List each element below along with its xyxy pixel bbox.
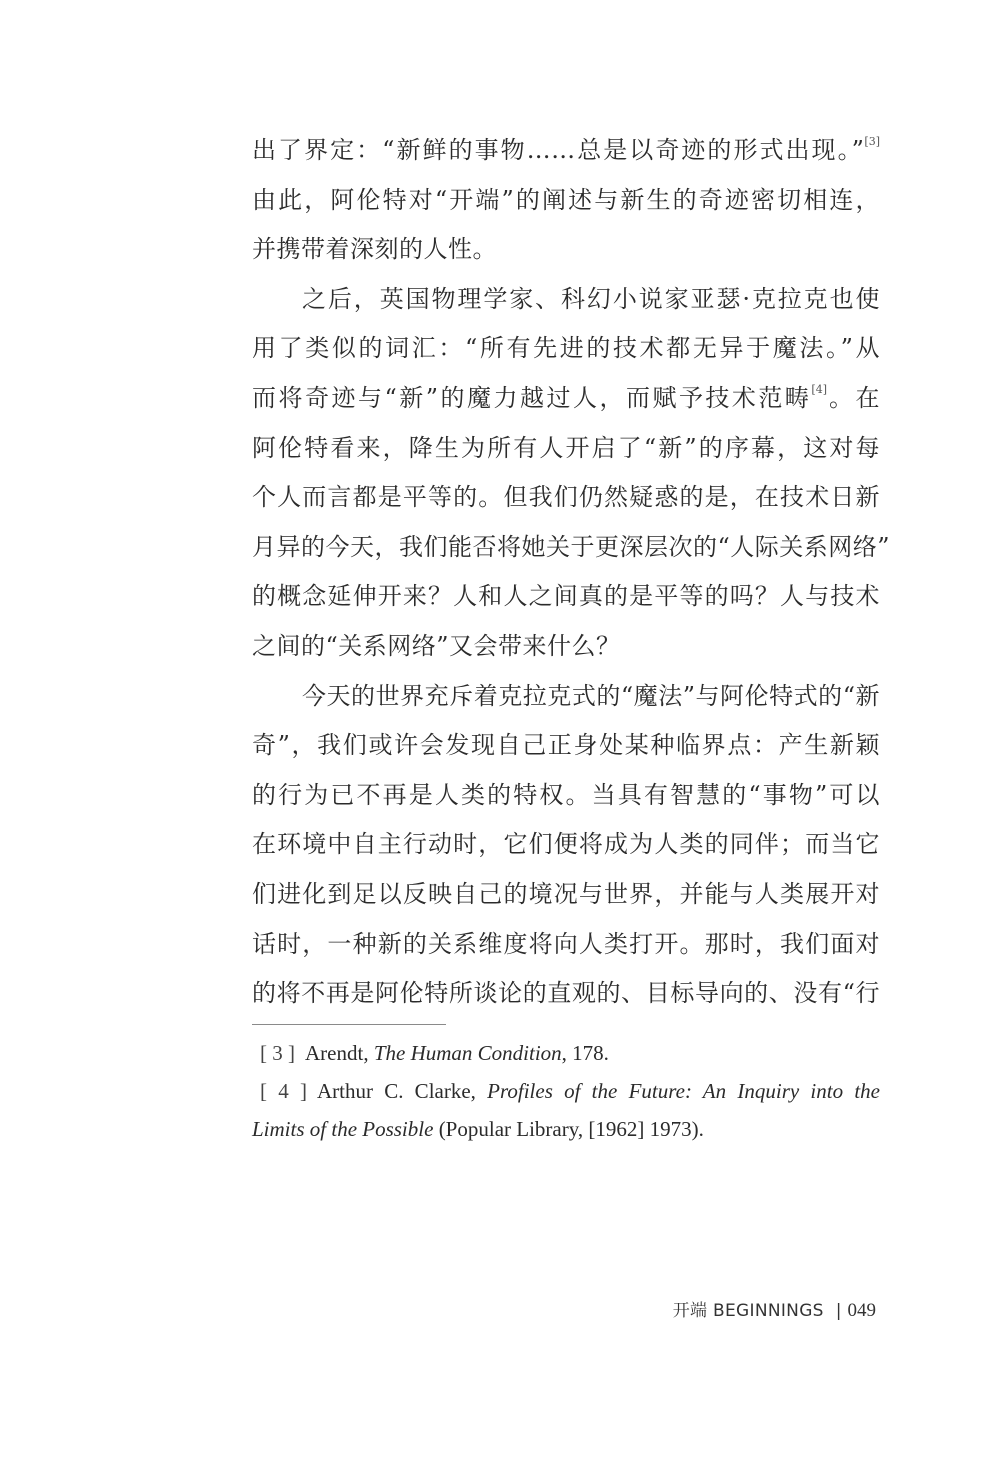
page-number: 049 [847, 1300, 876, 1321]
footnote-author: Arendt, [305, 1041, 374, 1065]
text-line: 在环境中自主行动时，它们便将成为人类的同伴；而当它 [252, 830, 880, 859]
footnote-ref-4[interactable]: [4] [811, 382, 828, 396]
running-head: 开端 BEGINNINGS [672, 1301, 824, 1321]
footnote-4 [252, 1072, 880, 1110]
text-line: 月异的今天，我们能否将她关于更深层次的“人际关系网络” [252, 532, 891, 561]
footnotes [252, 1034, 880, 1148]
footnote-author: Arthur C. Clarke, [316, 1079, 488, 1103]
text-line: 们进化到足以反映自己的境况与世界，并能与人类展开对 [252, 879, 880, 908]
footnote-number: [ 3 ] [260, 1041, 295, 1065]
paragraph-start-line: 之后，英国物理学家、科幻小说家亚瑟·克拉克也使 [302, 284, 880, 313]
footnote-number: [ 4 ] [260, 1079, 307, 1103]
text-line: 而将奇迹与“新”的魔力越过人，而赋予技术范畴[4]。在 [252, 382, 881, 412]
text-line: 的行为已不再是人类的特权。当具有智慧的“事物”可以 [252, 780, 880, 809]
text-line: 的将不再是阿伦特所谈论的直观的、目标导向的、没有“行 [252, 979, 880, 1008]
footnote-3 [252, 1034, 880, 1072]
text-line: 并携带着深刻的人性。 [252, 235, 497, 264]
body-text [252, 126, 891, 1019]
text-line: 由此，阿伦特对“开端”的阐述与新生的奇迹密切相连， [252, 185, 880, 214]
text-line: 个人而言都是平等的。但我们仍然疑惑的是，在技术日新 [252, 483, 880, 512]
footnote-title: The Human Condition [373, 1041, 562, 1065]
text-line: 用了类似的词汇：“所有先进的技术都无异于魔法。”从 [252, 334, 880, 363]
footnote-divider [252, 1024, 446, 1025]
text-line: 话时，一种新的关系维度将向人类打开。那时，我们面对 [252, 929, 880, 958]
footnote-detail: (Popular Library, [1962] 1973). [433, 1117, 704, 1141]
text-line: 的概念延伸开来？人和人之间真的是平等的吗？人与技术 [252, 582, 880, 611]
footnote-title: Profiles of the Future: An Inquiry into the [487, 1079, 880, 1103]
paragraph-start-line: 今天的世界充斥着克拉克式的“魔法”与阿伦特式的“新 [302, 681, 880, 710]
text-line: 之间的“关系网络”又会带来什么？ [252, 631, 621, 660]
text-line: 阿伦特看来，降生为所有人开启了“新”的序幕，这对每 [252, 433, 880, 462]
footnote-title: Limits of the Possible [252, 1117, 434, 1141]
footnote-ref-3[interactable]: [3] [864, 135, 880, 148]
footnote-detail: , 178. [561, 1041, 609, 1065]
footer-separator: | [835, 1301, 842, 1321]
text-line: 出了界定：“新鲜的事物……总是以奇迹的形式出现。”[3] [252, 135, 880, 164]
text-line: 奇”，我们或许会发现自己正身处某种临界点：产生新颖 [252, 731, 880, 760]
page-footer [673, 1296, 876, 1322]
footnote-4-continued [252, 1110, 880, 1148]
